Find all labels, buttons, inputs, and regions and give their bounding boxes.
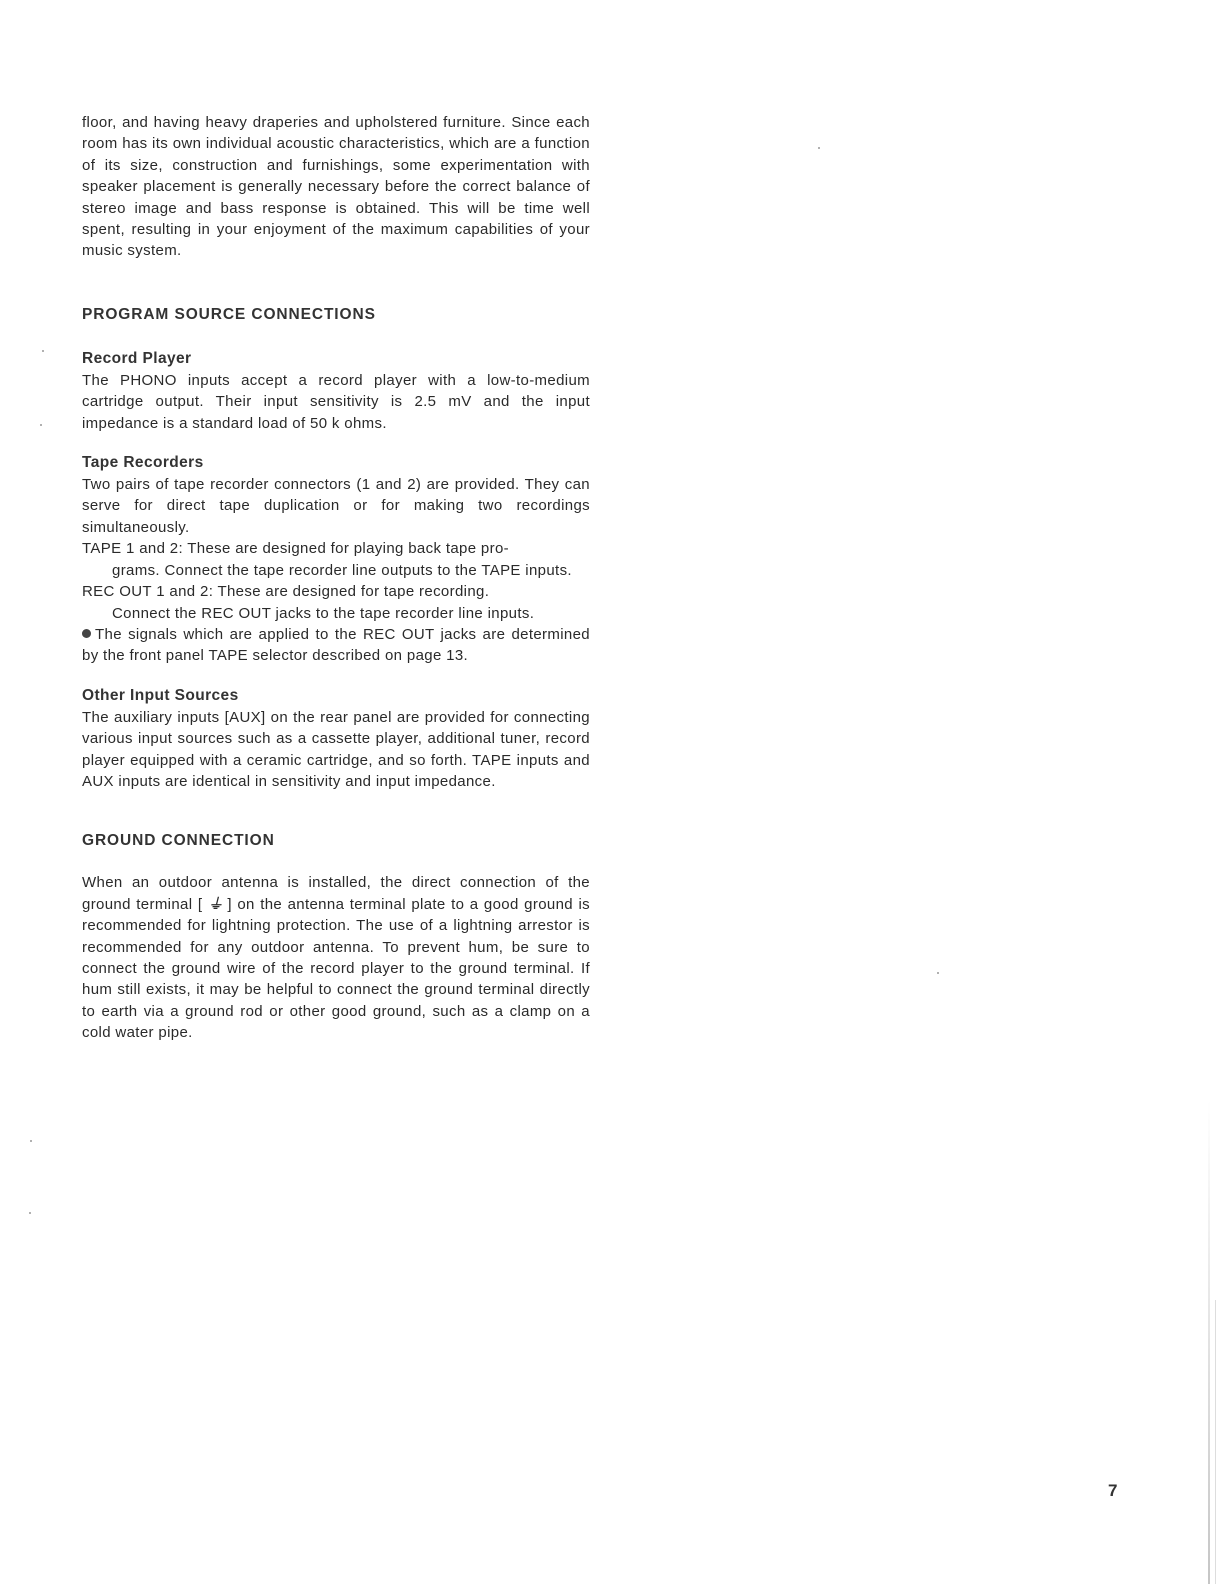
scan-speck bbox=[29, 1212, 31, 1214]
page-edge-shadow bbox=[1208, 1100, 1210, 1584]
bullet-icon bbox=[82, 629, 91, 638]
tape-recorders-paragraph: Two pairs of tape recorder connectors (1 and 2) are provided. They can serve for direct tape duplication or for making two recordings simultaneously. bbox=[82, 476, 590, 536]
rec-out-note-text: The signals which are applied to the REC OUT jacks are determined by the front panel TAPE selector described on page 13. bbox=[82, 625, 590, 665]
text-column bbox=[82, 112, 590, 1044]
other-inputs-paragraph: The auxiliary inputs [AUX] on the rear panel are provided for connecting various input sources such as a cassette player, additional tuner, record player equipped with a ceramic cartridge, and so forth. TAPE inputs and AUX inputs are identical in sensitivity and input impedance. bbox=[82, 708, 590, 790]
scan-speck bbox=[42, 350, 44, 352]
ground-text-after: ] on the antenna terminal plate to a good ground is recommended for lightning protection. The use of a lightning arrestor is recommended for any outdoor antenna. To prevent hum, be sure to connect the ground wire of the record player to the ground terminal. If hum still exists, it may be helpful to connect the ground terminal directly to earth via a ground rod or other good ground, such as a clamp on a cold water pipe. bbox=[82, 895, 590, 1042]
scan-speck bbox=[818, 147, 820, 149]
rec-out-note bbox=[82, 624, 590, 667]
scan-speck bbox=[30, 1140, 32, 1142]
record-player-paragraph: The PHONO inputs accept a record player with a low-to-medium cartridge output. Their input sensitivity is 2.5 mV and the input impedance is a standard load of 50 k ohms. bbox=[82, 371, 590, 432]
other-inputs-heading: Other Input Sources bbox=[82, 686, 239, 704]
scan-speck bbox=[937, 972, 939, 974]
rec-out-item-continuation: Connect the REC OUT jacks to the tape recorder line inputs. bbox=[112, 604, 535, 622]
program-source-heading: PROGRAM SOURCE CONNECTIONS bbox=[82, 305, 376, 323]
ground-symbol-icon: ⏚ bbox=[207, 895, 222, 913]
tape-recorders-heading: Tape Recorders bbox=[82, 454, 204, 472]
record-player-heading: Record Player bbox=[82, 349, 192, 367]
ground-text-before: When an outdoor antenna is installed, the direct connection of the ground terminal [ bbox=[82, 874, 590, 913]
page-edge-shadow-secondary bbox=[1215, 1300, 1216, 1584]
scan-speck bbox=[40, 424, 42, 426]
page-number: 7 bbox=[1108, 1481, 1118, 1500]
intro-paragraph: floor, and having heavy draperies and upholstered furniture. Since each room has its own individual acoustic characteristics, which are a function of its size, construction and furnishings, some experimentation with speaker placement is generally necessary before the correct balance of stereo image and bass response is obtained. This will be time well spent, resulting in your enjoyment of the maximum capabilities of your music system. bbox=[82, 114, 590, 260]
ground-connection-paragraph bbox=[82, 872, 590, 1043]
tape-item-lead: TAPE 1 and 2: These are designed for playing back tape pro- bbox=[82, 540, 510, 558]
tape-item-continuation: grams. Connect the tape recorder line outputs to the TAPE inputs. bbox=[112, 561, 572, 579]
ground-connection-heading: GROUND CONNECTION bbox=[82, 832, 275, 850]
rec-out-item-lead: REC OUT 1 and 2: These are designed for tape recording. bbox=[82, 583, 490, 601]
